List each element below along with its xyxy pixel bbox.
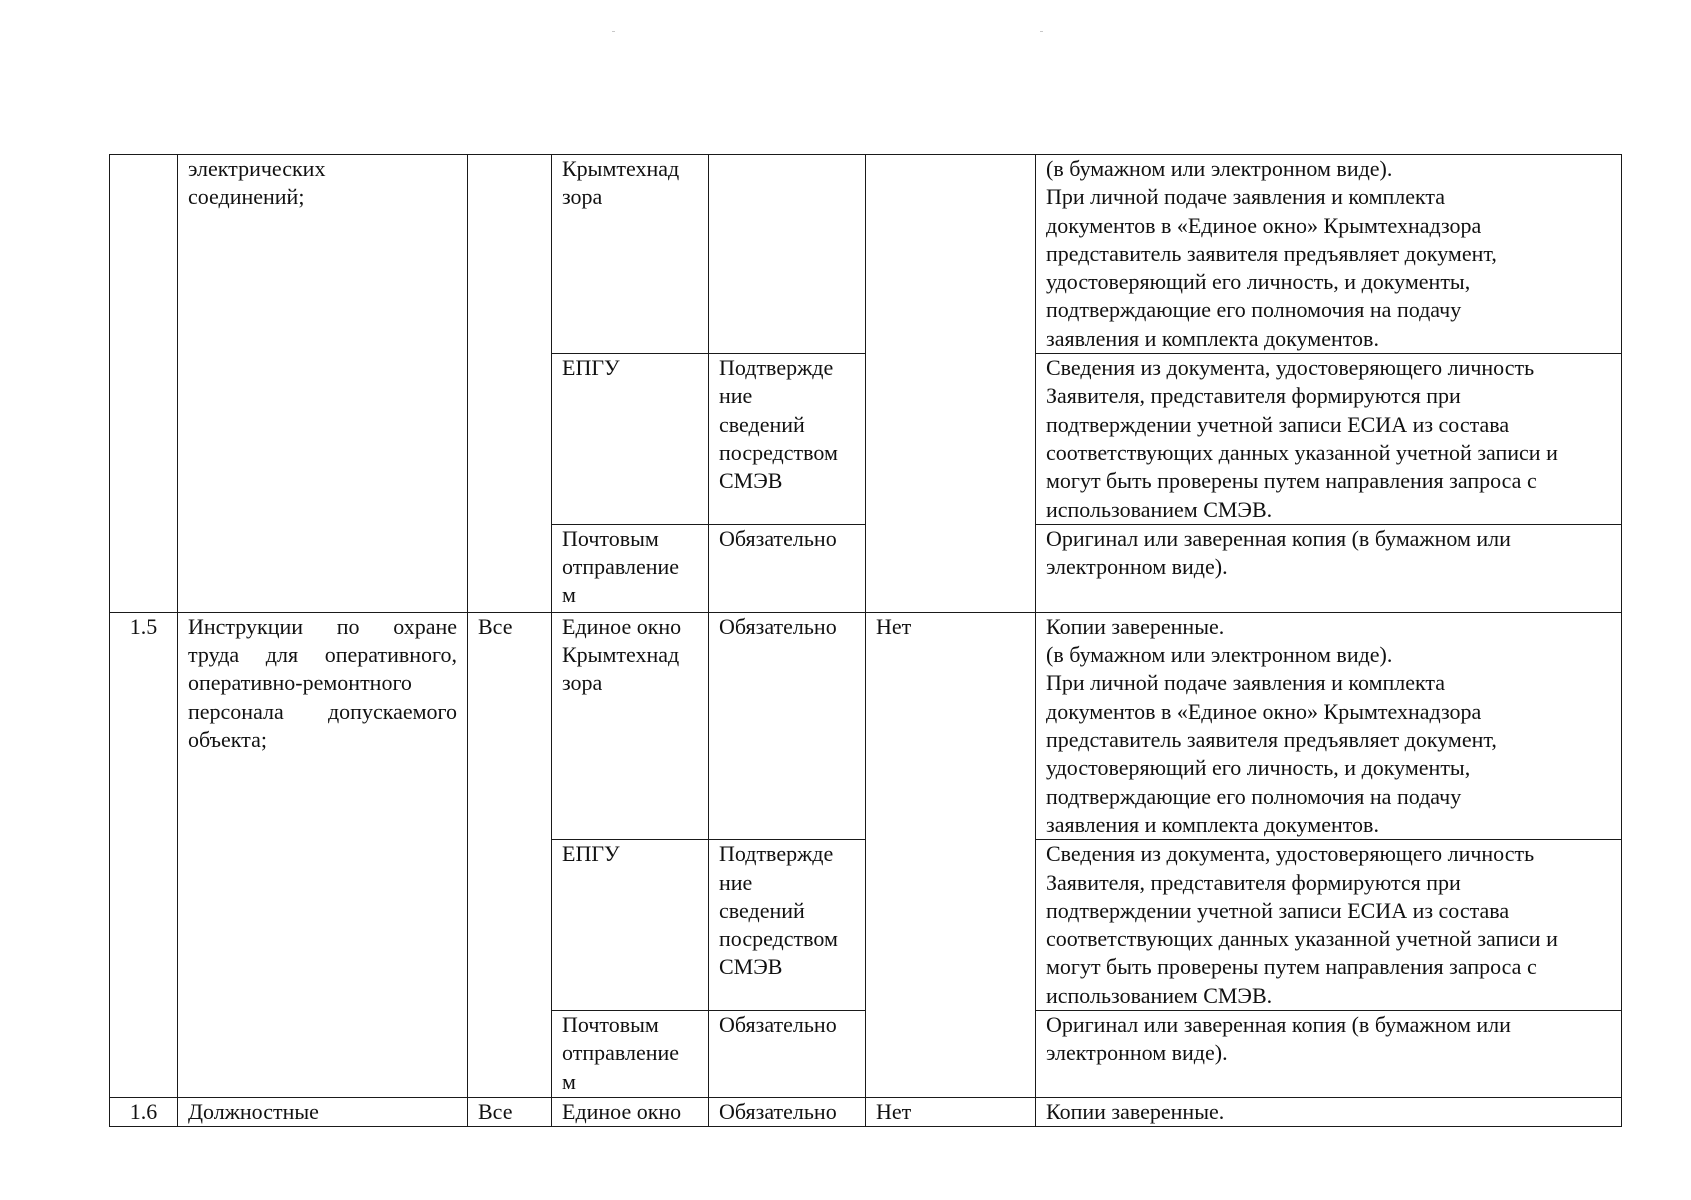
mandatory-cell: Обязательно [709,1098,866,1127]
channel-cell: Почтовым отправление м [552,524,709,612]
comment-cell: (в бумажном или электронном виде). При личной подаче заявления и комплекта документов в «Единое окно» Крымтехнадзора представитель заявителя предъявляет документ, удостоверяющий его личность, и документы, подтверждающие его полномочия на подачу заявления и комплекта документов. [1036,155,1622,354]
channel-cell: ЕПГУ [552,354,709,525]
mandatory-cell: Обязательно [709,524,866,612]
comment-cell: Копии заверенные. [1036,1098,1622,1127]
reply-cell [866,155,1036,613]
mandatory-cell: Обязательно [709,612,866,839]
comment-cell: Оригинал или заверенная копия (в бумажном или электронном виде). [1036,1011,1622,1098]
channel-cell: Единое окно [552,1098,709,1127]
scan-speck [1040,31,1043,32]
mandatory-cell [709,155,866,354]
mandatory-cell: Подтвержде ние сведений посредством СМЭВ [709,354,866,525]
channel-cell: Почтовым отправление м [552,1011,709,1098]
table-row [110,1098,1622,1127]
reply-cell: Нет [866,1098,1036,1127]
table-row [110,612,1622,839]
channel-cell: Единое окно Крымтехнад зора [552,612,709,839]
document-name-cell: Должностные [178,1098,468,1127]
mandatory-cell: Подтвержде ние сведений посредством СМЭВ [709,840,866,1011]
applicants-cell [468,155,552,613]
document-name-cell: электрических соединений; [178,155,468,613]
comment-cell: Сведения из документа, удостоверяющего личность Заявителя, представителя формируются при подтверждении учетной записи ЕСИА из состава соответствующих данных указанной учетной записи и могут быть проверены путем направления запроса с использованием СМЭВ. [1036,354,1622,525]
reply-cell: Нет [866,612,1036,1097]
document-name-cell: Инструкции по охране труда для оперативного, оперативно-ремонтного персонала допускаемого объекта; [178,612,468,1097]
scan-speck [612,31,615,32]
row-number: 1.5 [110,612,178,1097]
channel-cell: Крымтехнад зора [552,155,709,354]
applicants-cell: Все [468,1098,552,1127]
channel-cell: ЕПГУ [552,840,709,1011]
table-row [110,155,1622,354]
mandatory-cell: Обязательно [709,1011,866,1098]
comment-cell: Сведения из документа, удостоверяющего личность Заявителя, представителя формируются при подтверждении учетной записи ЕСИА из состава соответствующих данных указанной учетной записи и могут быть проверены путем направления запроса с использованием СМЭВ. [1036,840,1622,1011]
requirements-table [109,154,1622,1127]
row-number: 1.6 [110,1098,178,1127]
comment-cell: Оригинал или заверенная копия (в бумажном или электронном виде). [1036,524,1622,612]
applicants-cell: Все [468,612,552,1097]
number-cell [110,155,178,613]
comment-cell: Копии заверенные. (в бумажном или электронном виде). При личной подаче заявления и комплекта документов в «Единое окно» Крымтехнадзора представитель заявителя предъявляет документ, удостоверяющий его личность, и документы, подтверждающие его полномочия на подачу заявления и комплекта документов. [1036,612,1622,839]
